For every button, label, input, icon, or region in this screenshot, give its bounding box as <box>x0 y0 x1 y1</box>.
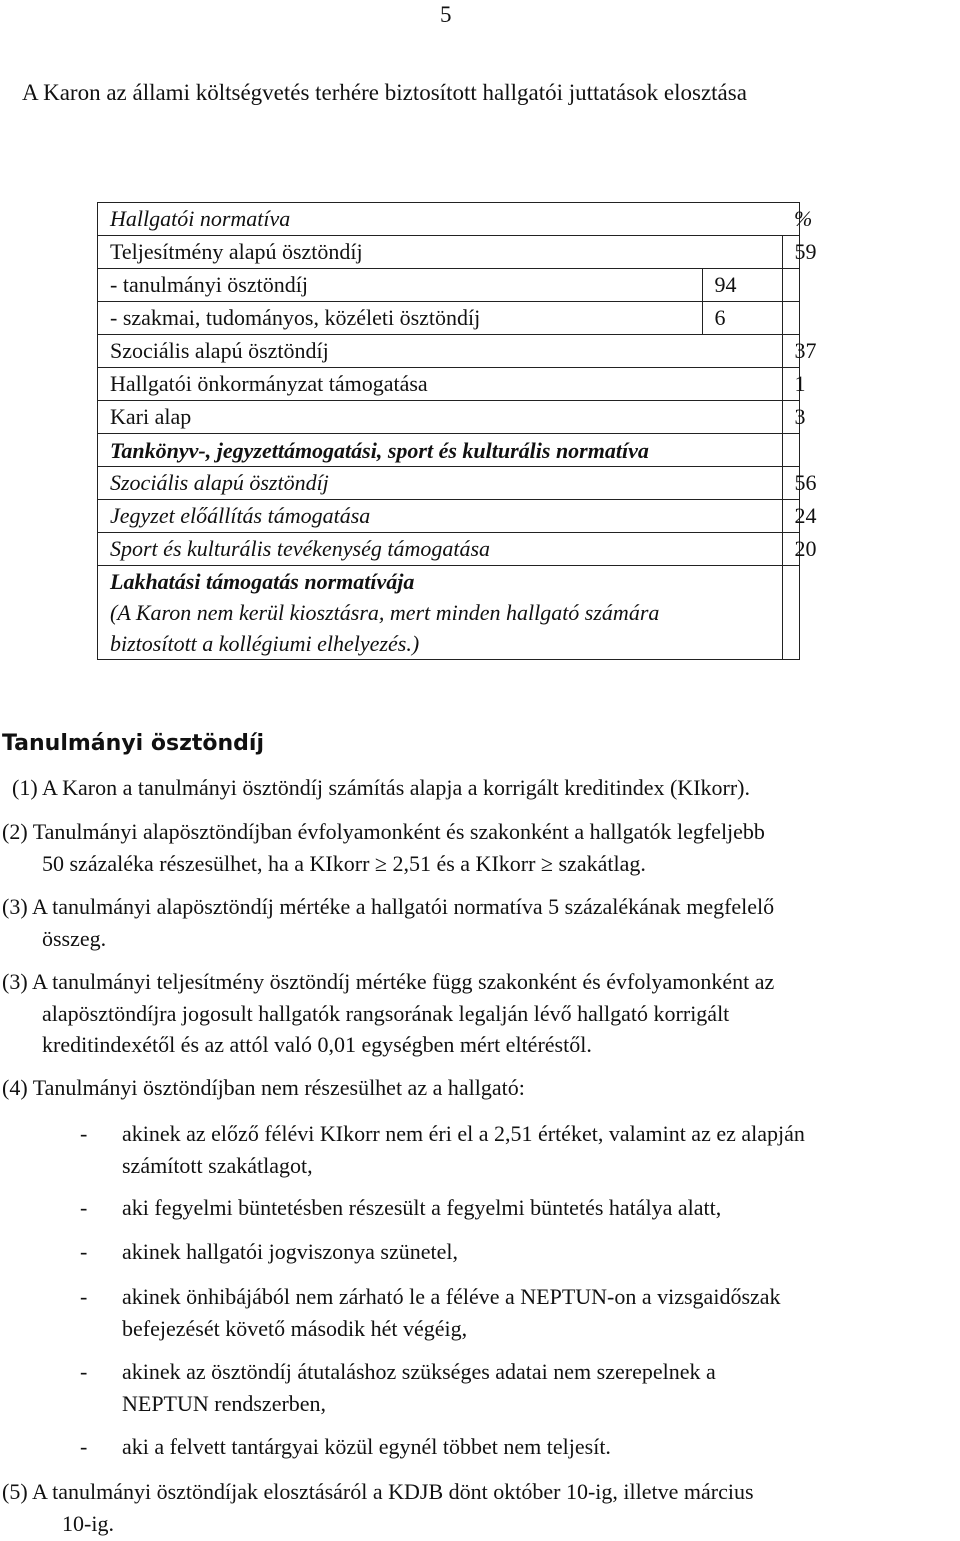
paragraph-1: (1) A Karon a tanulmányi ösztöndíj számítás alapja a korrigált kreditindex (KIkorr). <box>12 775 750 800</box>
table-section-title: Lakhatási támogatás normatívája <box>110 569 415 594</box>
paragraph-3: (3) A tanulmányi alapösztöndíj mértéke a hallgatói normatíva 5 százalékának megfelelő összeg. <box>2 894 775 951</box>
table-row: Jegyzet előállítás támogatása 24 <box>98 500 800 533</box>
table-section-row <box>98 566 800 660</box>
paragraph-6: (5) A tanulmányi ösztöndíjak elosztásáról a KDJB dönt október 10-ig, illetve március 10-ig. <box>2 1479 754 1536</box>
normative-table <box>97 202 817 660</box>
paragraph-4: (3) A tanulmányi teljesítmény ösztöndíj mértéke függ szakonként és évfolyamonként az alapösztöndíjra jogosult hallgatók rangsorának legalján lévő hallgató korrigált kreditindexétől és az attól való 0,01 egységben mért eltéréstől. <box>2 969 775 1057</box>
table-row: - tanulmányi ösztöndíj 94 <box>98 269 800 302</box>
table-row: Hallgatói önkormányzat támogatása 1 <box>98 368 800 401</box>
table-row: - szakmai, tudományos, közéleti ösztöndíj 6 <box>98 302 800 335</box>
paragraph-2: (2) Tanulmányi alapösztöndíjban évfolyamonként és szakonként a hallgatók legfeljebb 50 százaléka részesülhet, ha a KIkorr ≥ 2,51 és a KIkorr ≥ szakátlag. <box>2 819 765 876</box>
table-row: Szociális alapú ösztöndíj 56 <box>98 467 800 500</box>
document-title: A Karon az állami költségvetés terhére biztosított hallgatói juttatások elosztása <box>22 80 747 105</box>
table-header-row <box>98 203 800 236</box>
table-header-label: Hallgatói normatíva <box>98 203 703 236</box>
table-row: Kari alap 3 <box>98 401 800 434</box>
table-row: Sport és kulturális tevékenység támogatása 20 <box>98 533 800 566</box>
table-section-note: (A Karon nem kerül kiosztásra, mert minden hallgató számára biztosított a kollégiumi elhelyezés.) <box>110 600 660 656</box>
page-number: 5 <box>440 2 452 27</box>
table-row: Szociális alapú ösztöndíj 37 <box>98 335 800 368</box>
paragraph-5: (4) Tanulmányi ösztöndíjban nem részesülhet az a hallgató: <box>2 1075 525 1100</box>
table-header-unit: % <box>782 203 800 236</box>
table-row: Teljesítmény alapú ösztöndíj 59 <box>98 236 800 269</box>
section-title: Tanulmányi ösztöndíj <box>2 731 264 756</box>
table-section-row <box>98 434 800 467</box>
table-section-title: Tankönyv-, jegyzettámogatási, sport és kulturális normatíva <box>98 434 783 467</box>
